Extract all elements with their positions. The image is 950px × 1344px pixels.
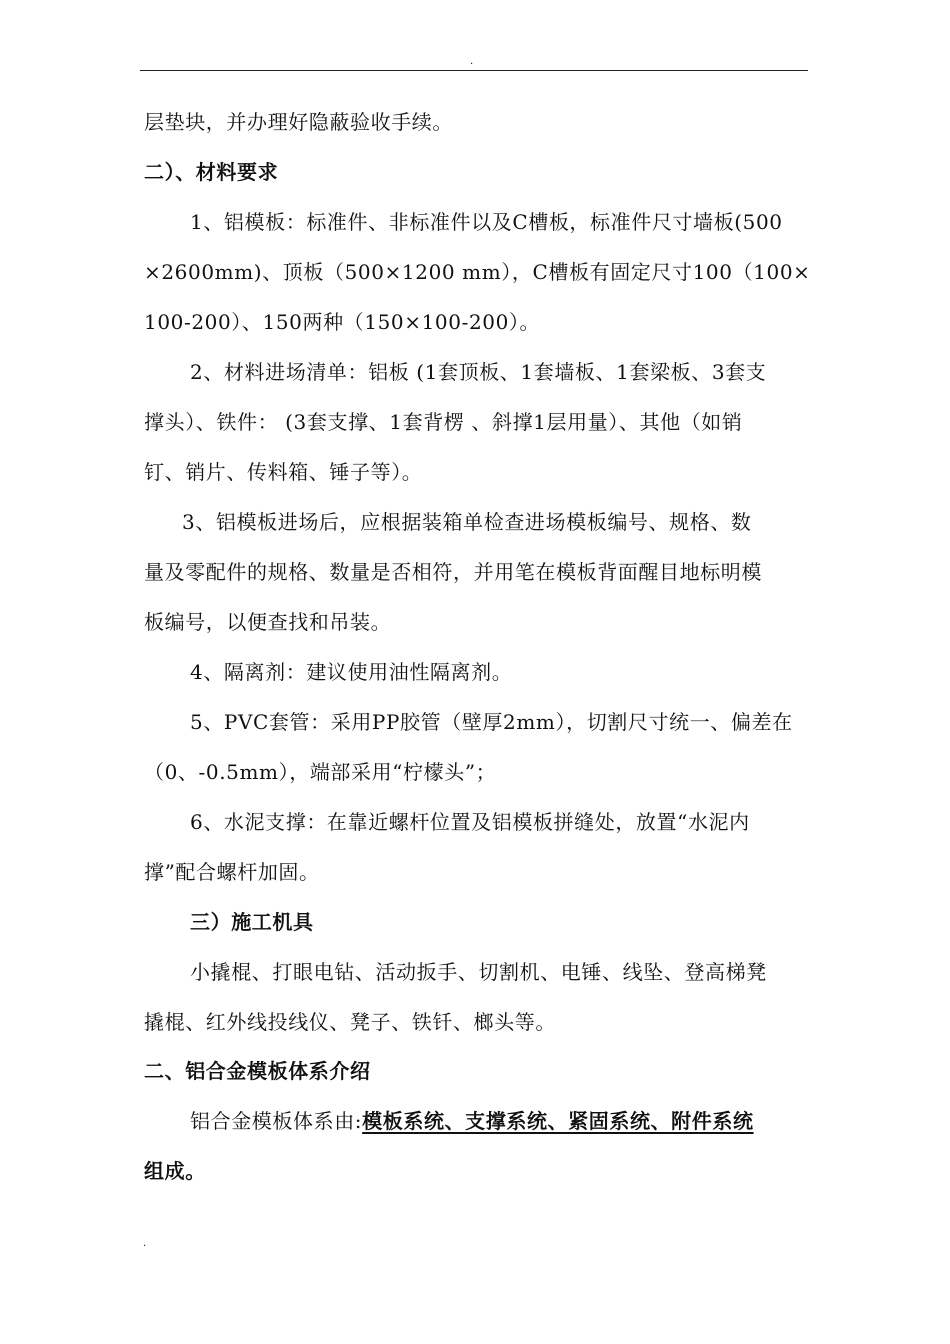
text-line: 5、PVC套管：采用PP胶管（壁厚2mm），切割尺寸统一、偏差在 xyxy=(190,710,793,734)
section-heading-aluminum-formwork-system: 二、铝合金模板体系介绍 xyxy=(144,1059,371,1083)
text-line: 板编号，以便查找和吊装。 xyxy=(144,610,392,634)
text-line xyxy=(190,1108,754,1134)
text-line: 层垫块，并办理好隐蔽验收手续。 xyxy=(144,110,453,134)
text-line: ×2600mm)、顶板（500×1200 mm），C槽板有固定尺寸100（100× xyxy=(144,260,811,284)
section-heading-construction-tools: 三）施工机具 xyxy=(190,910,314,934)
section-heading-material-requirements: 二）、材料要求 xyxy=(144,160,279,184)
system-intro-text: 铝合金模板体系由: xyxy=(190,1109,363,1133)
text-line: 4、隔离剂：建议使用油性隔离剂。 xyxy=(190,660,513,684)
text-line: 撬棍、红外线投线仪、凳子、铁钎、榔头等。 xyxy=(144,1010,556,1034)
footer-mark: . xyxy=(143,1238,147,1249)
text-line: 6、水泥支撑：在靠近螺杆位置及铝模板拼缝处，放置“水泥内 xyxy=(190,810,750,834)
text-line: 量及零配件的规格、数量是否相符，并用笔在模板背面醒目地标明模 xyxy=(144,560,762,584)
text-line: 组成。 xyxy=(144,1159,206,1183)
text-line: （0、-0.5mm），端部采用“柠檬头”； xyxy=(144,760,497,784)
text-line: 2、材料进场清单：铝板 (1套顶板、1套墙板、1套梁板、3套支 xyxy=(190,360,767,384)
text-line: 小撬棍、打眼电钻、活动扳手、切割机、电锤、线坠、登高梯凳 xyxy=(190,960,767,984)
text-line: 撑头）、铁件： (3套支撑、1套背楞 、斜撑1层用量）、其他（如销 xyxy=(144,410,743,434)
header-mark: . xyxy=(470,56,474,67)
text-line: 撑”配合螺杆加固。 xyxy=(144,860,320,884)
header-rule xyxy=(140,70,808,71)
system-components-emphasis: 模板系统、支撑系统、紧固系统、附件系统 xyxy=(362,1109,754,1133)
text-line: 钉、销片、传料箱、锤子等）。 xyxy=(144,460,423,484)
text-line: 100-200）、150两种（150×100-200）。 xyxy=(144,310,541,334)
text-line: 1、铝模板：标准件、非标准件以及C槽板，标准件尺寸墙板(500 xyxy=(190,210,783,234)
text-line: 3、铝模板进场后，应根据装箱单检查进场模板编号、规格、数 xyxy=(182,510,752,534)
